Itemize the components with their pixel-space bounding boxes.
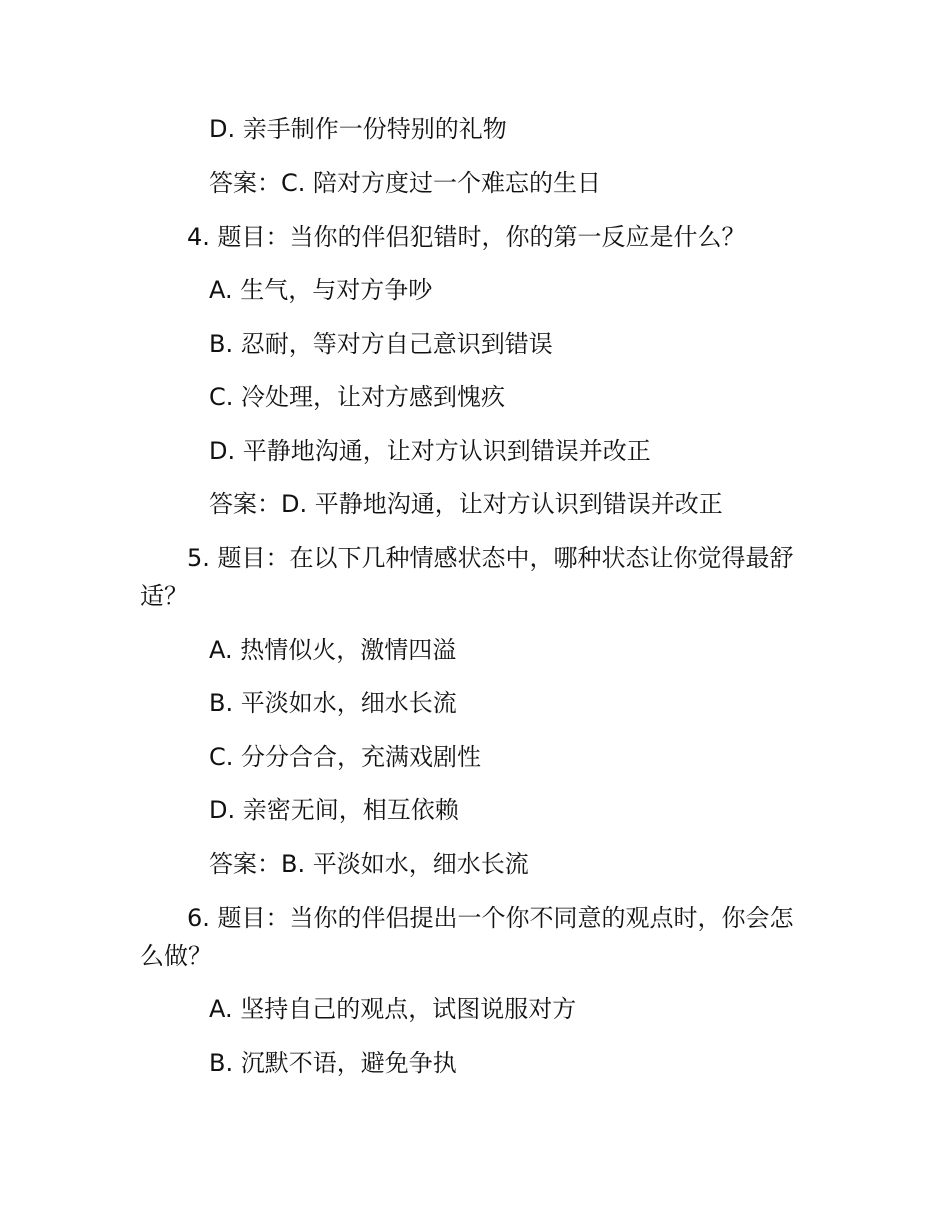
- q3-option-d: D. 亲手制作一份特别的礼物: [209, 115, 507, 143]
- q4-option-b: B. 忍耐，等对方自己意识到错误: [209, 330, 553, 358]
- q4-option-d: D. 平静地沟通，让对方认识到错误并改正: [209, 437, 651, 465]
- q5-question-line1: 5. 题目：在以下几种情感状态中，哪种状态让你觉得最舒: [187, 544, 794, 572]
- q4-option-c: C. 冷处理，让对方感到愧疚: [209, 383, 506, 411]
- q5-option-c: C. 分分合合，充满戏剧性: [209, 743, 482, 771]
- q5-option-d: D. 亲密无间，相互依赖: [209, 796, 459, 824]
- q4-answer: 答案：D. 平静地沟通，让对方认识到错误并改正: [209, 490, 723, 518]
- q6-option-a: A. 坚持自己的观点，试图说服对方: [209, 995, 577, 1023]
- q6-question-line2: 么做？: [140, 942, 212, 970]
- q5-question-line2: 适？: [140, 582, 188, 610]
- q4-question: 4. 题目：当你的伴侣犯错时，你的第一反应是什么？: [187, 223, 746, 251]
- q6-question-line1: 6. 题目：当你的伴侣提出一个你不同意的观点时，你会怎: [187, 904, 794, 932]
- q5-option-b: B. 平淡如水，细水长流: [209, 689, 457, 717]
- q6-option-b: B. 沉默不语，避免争执: [209, 1049, 457, 1077]
- q3-answer: 答案：C. 陪对方度过一个难忘的生日: [209, 169, 602, 197]
- q5-answer: 答案：B. 平淡如水，细水长流: [209, 850, 529, 878]
- q4-option-a: A. 生气，与对方争吵: [209, 276, 433, 304]
- q5-option-a: A. 热情似火，激情四溢: [209, 636, 457, 664]
